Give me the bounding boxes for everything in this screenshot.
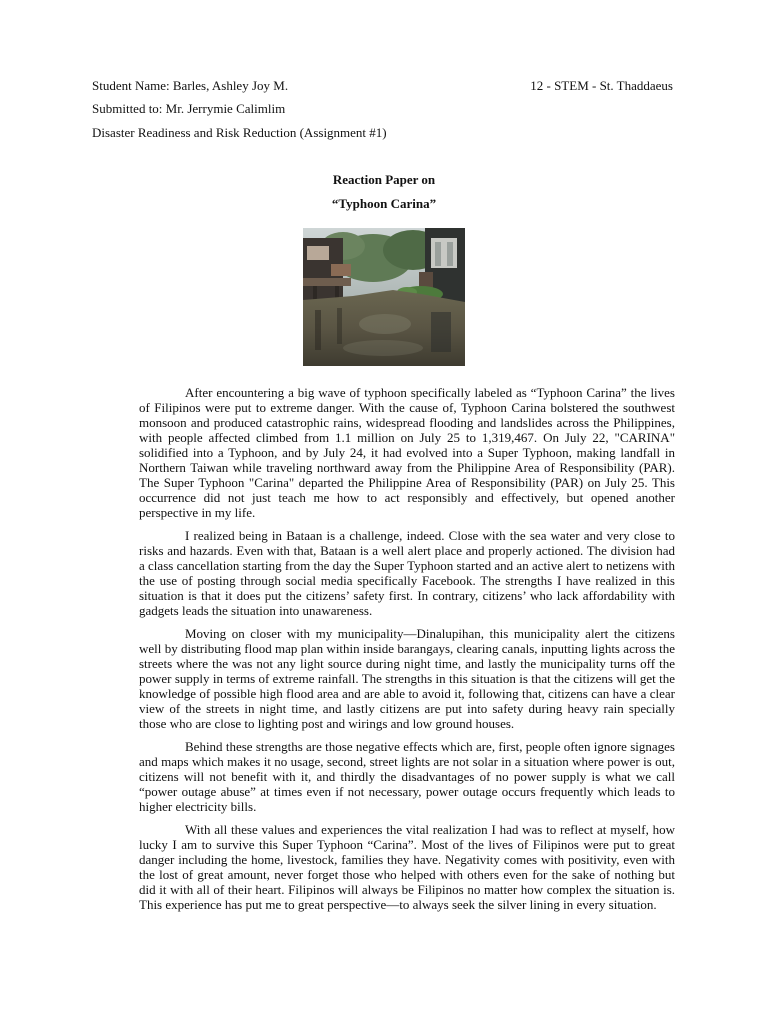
paragraph-1: After encountering a big wave of typhoon specifically labeled as “Typhoon Carina” the lives of Filipinos were put to extreme danger. With the cause of, Typhoon Carina bolstered the southwest monsoon and produced catastrophic rains, widespread flooding and landslides across the Philippines, with people affected climbed from 1.1 million on July 25 to 1,319,467. On July 22, "CARINA" solidified into a Typhoon, and by July 24, it had evolved into a Super Typhoon, making landfall in Northern Taiwan while traveling northward away from the Philippine Area of Responsibility (PAR). The Super Typhoon "Carina" departed the Philippine Area of Responsibility (PAR) on July 25. This occurrence did not just teach me how to act responsibly and effectively, but opened another perspective in my life. (139, 385, 675, 520)
paper-title-line2: “Typhoon Carina” (331, 196, 437, 211)
student-name: Student Name: Barles, Ashley Joy M. (92, 78, 289, 93)
essay-body (139, 385, 675, 920)
paper-title-line1: Reaction Paper on (332, 172, 436, 187)
course-assignment: Disaster Readiness and Risk Reduction (Assignment #1) (92, 125, 387, 140)
paragraph-3: Moving on closer with my municipality—Dinalupihan, this municipality alert the citizens well by distributing flood map plan within inside barangays, clearing canals, inputting lights across the streets where the was not any light source during night time, and lastly the municipality turns off the power supply in terms of extreme rainfall. The strengths in this situation is that the citizens will get the knowledge of possible high flood area and are able to avoid it, following that, citizens can have a clear view of the streets in night time, and lastly citizens are put into safety during heavy rain specially those who are close to lighting post and wirings and low ground houses. (139, 626, 675, 731)
paragraph-2: I realized being in Bataan is a challenge, indeed. Close with the sea water and very close to risks and hazards. Even with that, Bataan is a well alert place and properly actioned. The division had a class cancellation starting from the day the Super Typhoon started and an active alert to netizens with the use of posting through social media specifically Facebook. The strengths I have realized in this situation is that it does put the citizens’ safety first. In contrary, citizens’ who lack affordability with gadgets leads the situation into unawareness. (139, 528, 675, 618)
submitted-to: Submitted to: Mr. Jerrymie Calimlim (92, 101, 286, 116)
paragraph-5: With all these values and experiences the vital realization I had was to reflect at myself, how lucky I am to survive this Super Typhoon “Carina”. Most of the lives of Filipinos were put to great danger including the home, livestock, families they have. Negativity comes with positivity, even with the lost of great amount, never forget those who helped with others even for the sake of nothing but did it with all of their heart. Filipinos will always be Filipinos no matter how complex the situation is. This experience has put me to great perspective—to always seek the silver lining in every situation. (139, 822, 675, 912)
class-section: 12 - STEM - St. Thaddaeus (530, 78, 673, 93)
paragraph-4: Behind these strengths are those negative effects which are, first, people often ignore signages and maps which makes it no usage, second, street lights are not solar in a situation where power is out, citizens will not benefit with it, and thirdly the disadvantages of no power supply is what we call “power outage abuse” at times even if not necessary, power outage occurs frequently which leads to higher electricity bills. (139, 739, 675, 814)
flooded-street-photo (303, 228, 465, 366)
